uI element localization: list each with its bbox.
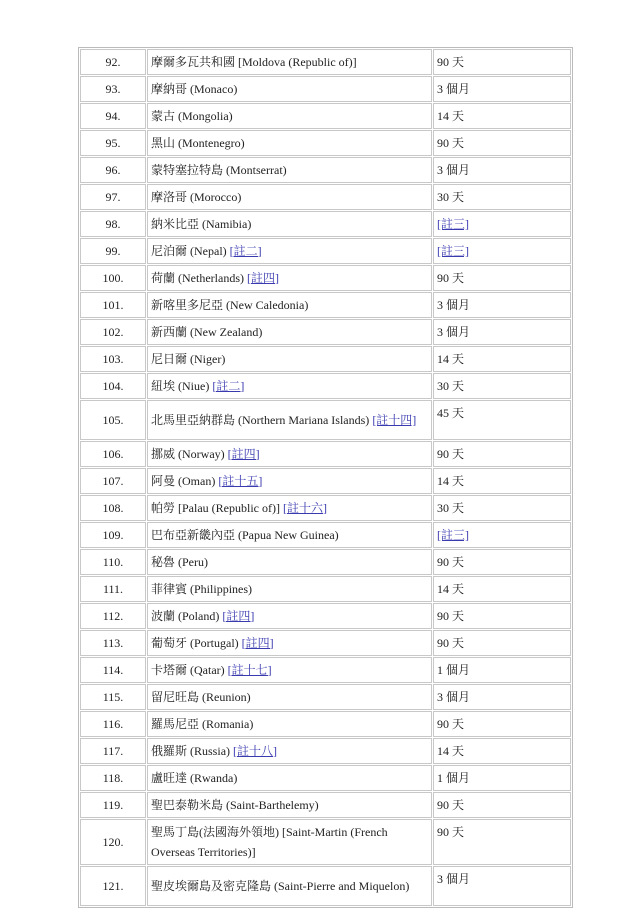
country-name-zh: 聖皮埃爾島及密克隆島	[151, 879, 272, 893]
row-number: 102.	[80, 319, 146, 345]
row-number: 107.	[80, 468, 146, 494]
duration-cell	[433, 400, 571, 440]
country-name-en: [Saint-Martin (French Overseas Territories)]	[151, 825, 388, 859]
footnote-link[interactable]: [註二]	[212, 378, 245, 393]
row-number: 108.	[80, 495, 146, 521]
table-row	[80, 400, 571, 440]
duration-footnote-link[interactable]: [註三]	[437, 528, 469, 542]
footnote-link[interactable]: [註十五]	[218, 473, 263, 488]
table-row	[80, 157, 571, 183]
table-row	[80, 765, 571, 791]
stay-duration: 3 個月	[437, 298, 471, 312]
country-name-zh: 卡塔爾	[151, 662, 188, 677]
footnote-link[interactable]: [註十八]	[233, 743, 278, 758]
row-number: 92.	[80, 49, 146, 75]
country-cell	[147, 522, 432, 548]
country-name-zh: 菲律賓	[151, 581, 188, 596]
country-name-zh: 俄羅斯	[151, 743, 188, 758]
row-number: 121.	[80, 866, 146, 906]
country-name-en: (Niger)	[190, 351, 226, 366]
table-row	[80, 684, 571, 710]
country-name-en: (Saint-Barthelemy)	[226, 797, 319, 812]
country-name-zh: 帕勞	[151, 500, 176, 515]
country-cell	[147, 468, 432, 494]
country-name-en: [Moldova (Republic of)]	[238, 54, 357, 69]
country-name-zh: 蒙古	[151, 108, 176, 123]
country-cell	[147, 792, 432, 818]
country-name-zh: 摩爾多瓦共和國	[151, 54, 236, 69]
row-number: 117.	[80, 738, 146, 764]
country-name-en: (Rwanda)	[190, 770, 238, 785]
stay-duration: 30 天	[437, 501, 465, 515]
stay-duration: 14 天	[437, 474, 465, 488]
table-row	[80, 738, 571, 764]
duration-cell	[433, 49, 571, 75]
country-name-zh: 納米比亞	[151, 216, 200, 231]
country-name-zh: 挪威	[151, 446, 176, 461]
stay-duration: 1 個月	[437, 771, 471, 785]
country-name-en: (Papua New Guinea)	[238, 527, 339, 542]
country-name-zh: 蒙特塞拉特島	[151, 162, 224, 177]
country-cell	[147, 373, 432, 399]
row-number: 94.	[80, 103, 146, 129]
table-row	[80, 373, 571, 399]
country-name-zh: 阿曼	[151, 473, 176, 488]
table-row	[80, 130, 571, 156]
footnote-link[interactable]: [註四]	[247, 270, 279, 285]
country-cell	[147, 738, 432, 764]
stay-duration: 3 個月	[437, 82, 471, 96]
table-row	[80, 76, 571, 102]
country-name-en: (Romania)	[202, 716, 254, 731]
stay-duration: 3 個月	[437, 690, 471, 704]
table-row	[80, 792, 571, 818]
country-cell	[147, 765, 432, 791]
footnote-link[interactable]: [註四]	[227, 446, 260, 461]
country-cell	[147, 103, 432, 129]
stay-duration: 90 天	[437, 271, 465, 285]
country-name-en: (New Caledonia)	[226, 297, 309, 312]
footnote-link[interactable]: [註十四]	[372, 413, 417, 427]
row-number: 113.	[80, 630, 146, 656]
row-number: 110.	[80, 549, 146, 575]
country-name-zh: 北馬里亞納群島	[151, 413, 236, 427]
row-number: 98.	[80, 211, 146, 237]
stay-duration: 30 天	[437, 379, 465, 393]
country-name-zh: 尼日爾	[151, 351, 188, 366]
stay-duration: 3 個月	[437, 163, 471, 177]
table-row	[80, 495, 571, 521]
row-number: 109.	[80, 522, 146, 548]
table-row	[80, 711, 571, 737]
country-name-en: (Namibia)	[202, 216, 252, 231]
country-cell	[147, 211, 432, 237]
table-row	[80, 184, 571, 210]
country-name-zh: 羅馬尼亞	[151, 716, 200, 731]
stay-duration: 14 天	[437, 352, 465, 366]
stay-duration: 90 天	[437, 55, 465, 69]
country-name-en: (Portugal)	[190, 635, 239, 650]
row-number: 106.	[80, 441, 146, 467]
table-row	[80, 211, 571, 237]
table-row	[80, 346, 571, 372]
stay-duration: 3 個月	[437, 872, 471, 886]
country-cell	[147, 265, 432, 291]
table-row	[80, 549, 571, 575]
country-name-en: [Palau (Republic of)]	[178, 500, 280, 515]
country-name-zh: 秘魯	[151, 554, 176, 569]
country-name-zh: 新喀里多尼亞	[151, 297, 224, 312]
duration-cell	[433, 238, 571, 264]
row-number: 118.	[80, 765, 146, 791]
duration-cell	[433, 603, 571, 629]
stay-duration: 30 天	[437, 190, 465, 204]
stay-duration: 1 個月	[437, 663, 471, 677]
country-cell	[147, 495, 432, 521]
country-cell	[147, 76, 432, 102]
duration-cell	[433, 319, 571, 345]
table-row	[80, 603, 571, 629]
country-name-zh: 盧旺達	[151, 770, 188, 785]
table-row	[80, 576, 571, 602]
duration-cell	[433, 103, 571, 129]
country-name-en: (Russia)	[190, 743, 231, 758]
duration-cell	[433, 576, 571, 602]
duration-cell	[433, 819, 571, 865]
country-cell	[147, 684, 432, 710]
row-number: 99.	[80, 238, 146, 264]
duration-cell	[433, 292, 571, 318]
duration-cell	[433, 373, 571, 399]
country-cell	[147, 238, 432, 264]
country-name-zh: 波蘭	[151, 608, 176, 623]
country-cell	[147, 866, 432, 906]
country-name-en: (Niue)	[178, 378, 210, 393]
country-cell	[147, 657, 432, 683]
duration-footnote-link[interactable]: [註三]	[437, 244, 469, 258]
stay-duration: 3 個月	[437, 325, 471, 339]
table-row	[80, 468, 571, 494]
visa-free-country-table	[78, 47, 573, 908]
duration-cell	[433, 657, 571, 683]
country-name-zh: 荷蘭	[151, 270, 176, 285]
country-name-en: (Poland)	[178, 608, 220, 623]
row-number: 111.	[80, 576, 146, 602]
footnote-link[interactable]: [註四]	[241, 635, 274, 650]
country-cell	[147, 319, 432, 345]
country-name-zh: 紐埃	[151, 378, 176, 393]
country-name-en: (Northern Mariana Islands)	[238, 413, 370, 427]
duration-cell	[433, 684, 571, 710]
country-cell	[147, 346, 432, 372]
duration-cell	[433, 211, 571, 237]
table-row	[80, 49, 571, 75]
footnote-link[interactable]: [註十六]	[282, 500, 327, 515]
duration-cell	[433, 441, 571, 467]
footnote-link[interactable]: [註四]	[222, 608, 255, 623]
country-name-en: (Monaco)	[190, 81, 238, 96]
country-name-en: (Norway)	[178, 446, 225, 461]
country-name-zh: 新西蘭	[151, 324, 188, 339]
stay-duration: 90 天	[437, 555, 465, 569]
row-number: 97.	[80, 184, 146, 210]
table-row	[80, 103, 571, 129]
country-name-en: (Reunion)	[202, 689, 251, 704]
country-name-zh: 聖馬丁島(法國海外領地)	[151, 825, 279, 839]
stay-duration: 90 天	[437, 136, 465, 150]
row-number: 105.	[80, 400, 146, 440]
stay-duration: 90 天	[437, 609, 465, 623]
country-name-en: (Philippines)	[190, 581, 253, 596]
country-cell	[147, 549, 432, 575]
country-name-en: (Nepal)	[190, 243, 227, 258]
row-number: 104.	[80, 373, 146, 399]
country-name-zh: 黑山	[151, 135, 176, 150]
stay-duration: 90 天	[437, 717, 465, 731]
stay-duration: 90 天	[437, 825, 465, 839]
row-number: 95.	[80, 130, 146, 156]
country-name-en: (Mongolia)	[178, 108, 233, 123]
duration-cell	[433, 866, 571, 906]
row-number: 93.	[80, 76, 146, 102]
row-number: 116.	[80, 711, 146, 737]
table-row	[80, 819, 571, 865]
stay-duration: 90 天	[437, 636, 465, 650]
country-name-en: (Morocco)	[190, 189, 242, 204]
table-row	[80, 657, 571, 683]
country-cell	[147, 130, 432, 156]
duration-cell	[433, 738, 571, 764]
stay-duration: 90 天	[437, 447, 465, 461]
country-name-en: (Saint-Pierre and Miquelon)	[274, 879, 410, 893]
row-number: 96.	[80, 157, 146, 183]
duration-cell	[433, 792, 571, 818]
country-cell	[147, 603, 432, 629]
row-number: 112.	[80, 603, 146, 629]
country-name-en: (Montenegro)	[178, 135, 245, 150]
table-row	[80, 441, 571, 467]
country-cell	[147, 441, 432, 467]
stay-duration: 14 天	[437, 582, 465, 596]
row-number: 103.	[80, 346, 146, 372]
duration-cell	[433, 184, 571, 210]
duration-footnote-link[interactable]: [註三]	[437, 217, 469, 231]
country-cell	[147, 49, 432, 75]
country-name-zh: 巴布亞新畿內亞	[151, 527, 236, 542]
duration-cell	[433, 630, 571, 656]
duration-cell	[433, 157, 571, 183]
stay-duration: 14 天	[437, 744, 465, 758]
footnote-link[interactable]: [註二]	[229, 243, 262, 258]
country-name-en: (Netherlands)	[178, 270, 244, 285]
country-name-zh: 聖巴泰勒米島	[151, 797, 224, 812]
footnote-link[interactable]: [註十七]	[227, 662, 272, 677]
stay-duration: 14 天	[437, 109, 465, 123]
country-cell	[147, 184, 432, 210]
country-cell	[147, 819, 432, 865]
row-number: 119.	[80, 792, 146, 818]
duration-cell	[433, 265, 571, 291]
country-name-zh: 摩洛哥	[151, 189, 188, 204]
table-row	[80, 522, 571, 548]
stay-duration: 90 天	[437, 798, 465, 812]
country-cell	[147, 576, 432, 602]
duration-cell	[433, 130, 571, 156]
country-name-zh: 留尼旺島	[151, 689, 200, 704]
country-name-en: (Montserrat)	[226, 162, 287, 177]
duration-cell	[433, 522, 571, 548]
table-row	[80, 238, 571, 264]
table-row	[80, 292, 571, 318]
country-cell	[147, 630, 432, 656]
duration-cell	[433, 346, 571, 372]
table-row	[80, 265, 571, 291]
row-number: 101.	[80, 292, 146, 318]
country-name-zh: 尼泊爾	[151, 243, 188, 258]
row-number: 100.	[80, 265, 146, 291]
duration-cell	[433, 495, 571, 521]
duration-cell	[433, 76, 571, 102]
table-row	[80, 866, 571, 906]
country-name-en: (New Zealand)	[190, 324, 263, 339]
table-row	[80, 630, 571, 656]
country-name-zh: 摩納哥	[151, 81, 188, 96]
country-name-en: (Oman)	[178, 473, 216, 488]
duration-cell	[433, 711, 571, 737]
table-row	[80, 319, 571, 345]
country-cell	[147, 711, 432, 737]
row-number: 114.	[80, 657, 146, 683]
row-number: 120.	[80, 819, 146, 865]
table-body	[80, 49, 571, 906]
row-number: 115.	[80, 684, 146, 710]
country-name-en: (Peru)	[178, 554, 209, 569]
duration-cell	[433, 765, 571, 791]
duration-cell	[433, 549, 571, 575]
country-name-en: (Qatar)	[190, 662, 225, 677]
duration-cell	[433, 468, 571, 494]
country-cell	[147, 400, 432, 440]
country-cell	[147, 292, 432, 318]
country-name-zh: 葡萄牙	[151, 635, 188, 650]
stay-duration: 45 天	[437, 406, 465, 420]
country-cell	[147, 157, 432, 183]
